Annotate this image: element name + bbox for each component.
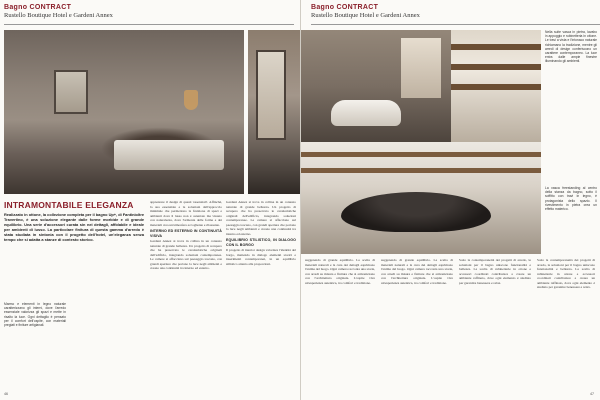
bedroom-photo [4,30,244,194]
beam-shape [451,84,541,90]
right-column-3 [459,258,531,285]
article-headline: Rustello Boutique Hotel e Gardeni Annex [311,12,420,19]
door-shape [256,50,286,140]
section-title: INTRAMONTABILE ELEGANZA [4,200,134,210]
beam-shape [451,64,541,70]
lamp-shape [184,90,198,110]
lead-paragraph [4,213,144,242]
right-column-1 [305,258,375,285]
bed-shape [114,140,224,170]
beam-shape [451,44,541,50]
column-text: Gardeni Annex si trova in collina in un contesto naturale di grande bellezza. Un progetto di recupero che ha preservato le caratteristiche originali dell'edificio, integrando soluzioni contemporanee. Le camere si affacciano sul paesaggio toscano, con grandi aperture che portano la luce negli ambienti e creano una continuità tra interno ed esterno. [226,200,296,236]
freestanding-tub-photo [301,142,541,254]
bathroom-photo [301,30,451,142]
column-text: Gardeni Annex si trova in collina in un contesto naturale di grande bellezza. Un progetto di recupero che ha preservato le caratteristiche originali dell'edificio, integrando soluzioni contemporanee. Le camere si affacciano sul paesaggio toscano, con grandi aperture che portano la luce negli ambienti e creano una continuità tra interno ed esterno. [150,239,222,270]
beam-shape [301,168,541,173]
beam-shape [301,152,541,157]
page-number: 47 [590,392,594,396]
right-caption-top: Nella suite vasca in pietra, lavabo in appoggio e rubinetteria in ottone. Le travi a vista e l'intonaco naturale richiamano la tradizione, mentre gli arredi di design conferiscono un carattere contemporaneo. La luce entra dalle ampie finestre illuminando gli ambienti. [545,30,597,64]
beamed-ceiling-photo [451,30,541,142]
subheading: INTERNO ED ESTERNO IN CONTINUITÀ VISIVA [150,229,222,238]
lead-text: Realizzato in ottone, la collezione completa per il bagno Up+, di Fantinioltre Travertino, è una soluzione elegante dalle forme morbide e di grande equilibrio. Una serie d'accessori curata sin nei dettagli, affidabile e ideale per ambienti di lusso. La particolare finitura di questa gamma d'arredo è stata studiata in sintonia con il progetto dell'hotel, un'eleganza senza tempo che si adatta a stanze di contesto storico. [4,212,144,242]
left-header [4,4,294,26]
column-text: Sotto la contemporaneità dei progetti di arredo, le soluzioni per il bagno uniscono funzionalità e bellezza. La scelta di rubinetterie in ottone e accessori coordinati contribuisce a creare un ambiente raffinato, dove ogni elemento è studiato per garantire benessere e relax. [459,258,531,285]
magazine-name: Bagno CONTRACT [4,4,72,11]
right-header [311,4,600,26]
window-shade-shape [401,38,441,98]
right-page [300,0,600,400]
header-rule [311,24,600,25]
left-caption: Marmo e elementi in legno naturale caratterizzano gli interni, dove l'arredo essenziale valorizza gli spazi e mette in risalto la luce. Ogni dettaglio è pensato per il comfort dell'ospite, con materiali pregiati e finiture artigianali. [4,302,66,328]
right-caption-mid: La vasca freestanding al centro della stanza da bagno, sotto il soffitto con travi in legno, è protagonista dello spazio. Il rivestimento in pietra crea un effetto materico. [545,186,597,212]
tub-shape [341,192,491,232]
bathtub-shape [331,100,401,126]
subheading: EQUILIBRIO STILISTICO, IN DIALOGO CON IL BORGO [226,238,296,247]
header-rule [4,24,294,25]
page-number: 46 [4,392,8,396]
right-column-4 [537,258,595,290]
left-column-3 [226,200,296,266]
article-headline: Rustello Boutique Hotel e Gardeni Annex [4,12,113,19]
corridor-photo [248,30,300,194]
right-column-2 [381,258,453,285]
window-shape [54,70,88,114]
left-column-2 [150,200,222,271]
column-text: apprezzare il design di questi 'essenziali'. Affinché, la sua essenziale e le soluzioni dall'approccio minimale che permettono la fruizione di spazi e ambienti dove il lusso non è ostentato ma vissuto con naturalezza, dove l'armonia delle forme e dei materiali crea un'atmosfera accogliente e rilassante. [150,200,222,227]
column-text: Sotto la contemporaneità dei progetti di arredo, le soluzioni per il bagno uniscono funzionalità e bellezza. La scelta di rubinetterie in ottone e accessori coordinati contribuisce a creare un ambiente raffinato, dove ogni elemento è studiato per garantire benessere e relax. [537,258,595,289]
magazine-name: Bagno CONTRACT [311,4,379,11]
column-text: Il progetto di interior design valorizza l'identità del borgo, mettendo in dialogo elementi storici e inserimenti contemporanei, in un equilibrio stilistico attento alle proporzioni. [226,248,296,266]
column-text: suggerendo di grande equilibrio. La scelta di materiali naturali e la cura dei dettagli esprimono l'anima del luogo. Ogni camera racconta una storia, con arredi su misura e finiture che si armonizzano con l'architettura originale. L'ospite vive un'esperienza autentica, tra comfort e tradizione. [305,258,375,285]
column-text: suggerendo di grande equilibrio. La scelta di materiali naturali e la cura dei dettagli esprimono l'anima del luogo. Ogni camera racconta una storia, con arredi su misura e finiture che si armonizzano con l'architettura originale. L'ospite vive un'esperienza autentica, tra comfort e tradizione. [381,258,453,285]
